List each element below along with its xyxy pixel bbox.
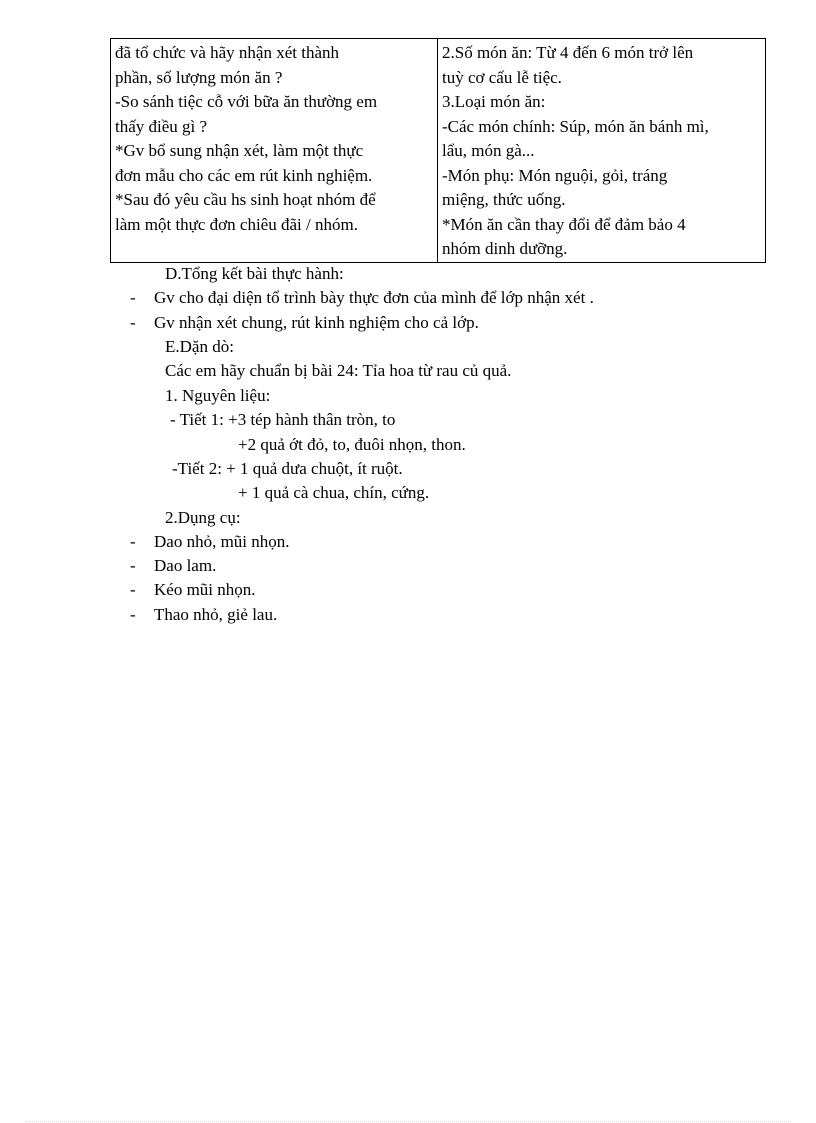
cell-line: *Món ăn cần thay đổi để đảm bảo 4 — [442, 214, 686, 234]
bullet-dash: - — [130, 313, 136, 332]
cell-line: -Món phụ: Món nguội, gỏi, tráng — [442, 165, 668, 185]
bullet-dash: - — [130, 556, 136, 575]
lesson1-materials: - Tiết 1: +3 tép hành thân tròn, to — [170, 410, 396, 429]
bullet-dash: - — [130, 605, 136, 624]
list-item: Thao nhỏ, giẻ lau. — [154, 605, 278, 624]
materials-heading: 1. Nguyên liệu: — [165, 386, 271, 405]
cell-line: phần, số lượng món ăn ? — [115, 67, 283, 87]
list-item: Gv cho đại diện tổ trình bày thực đơn của mình để lớp nhận xét . — [154, 288, 594, 307]
cell-line: tuỳ cơ cấu lễ tiệc. — [442, 67, 562, 87]
bullet-dash: - — [130, 580, 136, 599]
cell-line: 2.Số món ăn: Từ 4 đến 6 món trở lên — [442, 43, 694, 62]
cell-line: làm một thực đơn chiêu đãi / nhóm. — [115, 214, 358, 234]
cell-line: 3.Loại món ăn: — [442, 92, 546, 111]
tools-heading: 2.Dụng cụ: — [165, 508, 241, 527]
cell-line: đơn mẫu cho các em rút kinh nghiệm. — [115, 165, 373, 185]
list-item: Kéo mũi nhọn. — [154, 580, 256, 599]
cell-line: đã tổ chức và hãy nhận xét thành — [115, 43, 339, 62]
bullet-dash: - — [130, 532, 136, 551]
table-row — [111, 39, 766, 263]
lesson1-materials-cont: +2 quả ớt đỏ, to, đuôi nhọn, thon. — [238, 435, 466, 454]
cell-line: miệng, thức uống. — [442, 190, 566, 209]
lesson2-materials-cont: + 1 quả cà chua, chín, cứng. — [238, 483, 430, 502]
list-item: Gv nhận xét chung, rút kinh nghiệm cho cả lớp. — [154, 313, 479, 332]
list-item: Dao nhỏ, mũi nhọn. — [154, 532, 290, 551]
section-e-heading: E.Dặn dò: — [165, 337, 234, 356]
teacher-activity-cell — [111, 39, 438, 263]
lesson2-materials: -Tiết 2: + 1 quả dưa chuột, ít ruột. — [172, 459, 403, 478]
cell-line: thấy điều gì ? — [115, 116, 208, 136]
content-cell — [438, 39, 766, 263]
cell-line: lẩu, món gà... — [442, 141, 535, 160]
cell-line: *Gv bổ sung nhận xét, làm một thực — [115, 141, 364, 160]
cell-line: -So sánh tiệc cỗ với bữa ăn thường em — [115, 92, 378, 111]
lesson-table — [110, 38, 766, 263]
footer-divider — [25, 1121, 791, 1122]
preparation-intro: Các em hãy chuẩn bị bài 24: Tỉa hoa từ rau củ quả. — [165, 361, 512, 380]
bullet-dash: - — [130, 288, 136, 307]
cell-line: *Sau đó yêu cầu hs sinh hoạt nhóm để — [115, 190, 376, 209]
cell-line: -Các món chính: Súp, món ăn bánh mì, — [442, 116, 709, 136]
section-d-heading: D.Tổng kết bài thực hành: — [165, 264, 344, 283]
cell-line: nhóm dinh dưỡng. — [442, 239, 568, 258]
list-item: Dao lam. — [154, 556, 217, 575]
